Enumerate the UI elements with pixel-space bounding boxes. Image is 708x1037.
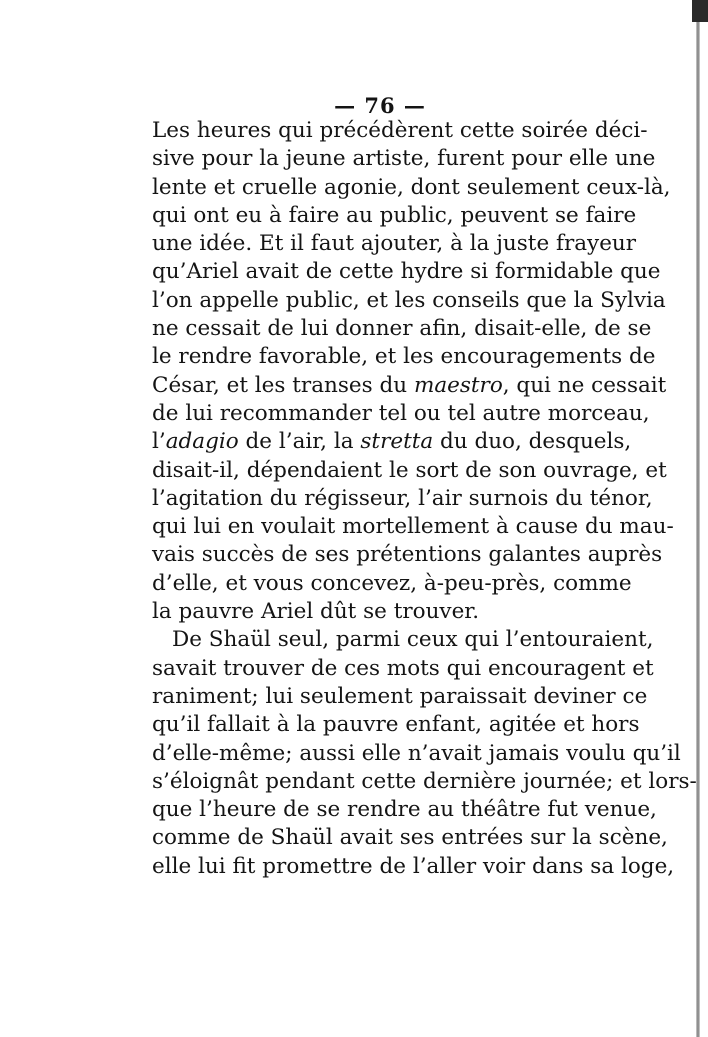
text-line: elle lui fit promettre de l’aller voir dans sa loge, [152,853,675,879]
text-line: savait trouver de ces mots qui encouragent et [152,655,654,681]
text-line: vais succès de ses prétentions galantes auprès [152,542,663,568]
text-line: s’éloignât pendant cette dernière journée; et lors- [152,768,697,794]
text-line: qui ont eu à faire au public, peuvent se faire [152,202,637,228]
text-line: De Shaül seul, parmi ceux qui l’entouraient, [172,627,654,653]
text-line: qu’Ariel avait de cette hydre si formidable que [152,259,661,285]
text-line: l’agitation du régisseur, l’air surnois du ténor, [152,485,653,511]
text-line: le rendre favorable, et les encouragements de [152,344,656,370]
text-line: comme de Shaül avait ses entrées sur la scène, [152,825,668,851]
text-line: qu’il fallait à la pauvre enfant, agitée et hors [152,712,640,738]
text-line: César, et les transes du maestro, qui ne cessait [152,372,667,398]
text-line: sive pour la jeune artiste, furent pour elle une [152,146,656,172]
text-line: disait-il, dépendaient le sort de son ouvrage, et [152,457,667,483]
italic-term: adagio [165,429,239,455]
text-line: l’adagio de l’air, la stretta du duo, desquels, [152,429,632,455]
page-number: — 76 — [334,93,426,118]
text-line: de lui recommander tel ou tel autre morceau, [152,400,650,426]
italic-term: maestro [413,372,503,398]
page-corner-mark [692,0,708,22]
text-line: que l’heure de se rendre au théâtre fut venue, [152,797,657,823]
text-line: lente et cruelle agonie, dont seulement ceux-là, [152,174,671,200]
text-line: qui lui en voulait mortellement à cause du mau- [152,514,674,540]
italic-term: stretta [360,429,434,455]
text-line: la pauvre Ariel dût se trouver. [152,599,480,625]
text-line: l’on appelle public, et les conseils que la Sylvia [152,287,666,313]
text-line: d’elle, et vous concevez, à-peu-près, comme [152,570,632,596]
body-text [152,117,697,881]
page-edge-shadow [696,0,700,1037]
text-line: une idée. Et il faut ajouter, à la juste frayeur [152,231,637,257]
text-line: d’elle-même; aussi elle n’avait jamais voulu qu’il [152,740,681,766]
text-line: ne cessait de lui donner afin, disait-elle, de se [152,316,652,342]
text-line: raniment; lui seulement paraissait deviner ce [152,683,648,709]
text-line: Les heures qui précédèrent cette soirée déci- [152,118,648,143]
